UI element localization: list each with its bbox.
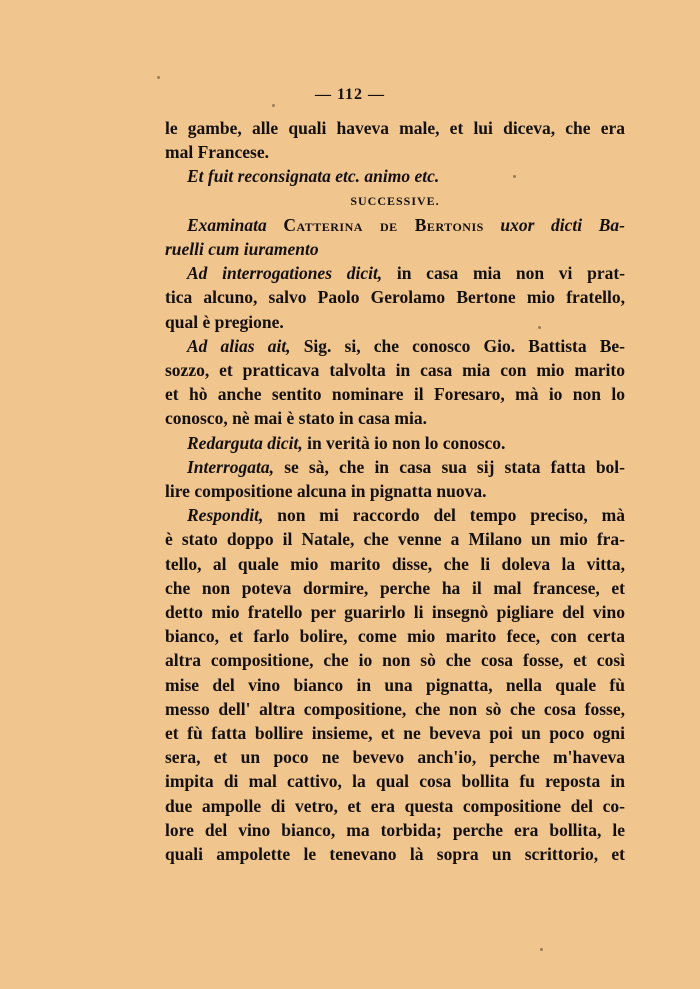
text-line: [165, 769, 625, 793]
text-run: è stato doppo il Natale, che venne a Milano un mio fra-: [165, 529, 625, 550]
text-run: mal Francese.: [165, 142, 269, 163]
text-line: [165, 334, 625, 358]
paper-speck: [513, 175, 516, 178]
text-line: [165, 237, 625, 261]
page-number-header: — 112 —: [314, 86, 386, 103]
text-run: messo dell' altra compositione, che non sò che cosa fosse,: [165, 698, 625, 719]
paper-speck: [157, 76, 160, 79]
text-line: [165, 794, 625, 818]
text-run: SUCCESSIVE.: [350, 193, 440, 208]
text-line: [165, 431, 625, 455]
text-run: se sà, che in casa sua sij stata fatta bol-: [274, 456, 625, 477]
text-run: bianco, et farlo bolire, come mio marito fece, con certa: [165, 626, 625, 647]
text-run: quali ampolette le tenevano là sopra un scrittorio, et: [165, 844, 625, 865]
text-run: mise del vino bianco in una pignatta, nella quale fù: [165, 674, 625, 695]
text-run: conosco, nè mai è stato in casa mia.: [165, 408, 427, 429]
italic-text: Interrogata,: [187, 456, 275, 477]
name-smallcaps: Catterina de Bertonis: [283, 214, 484, 235]
text-line: [165, 552, 625, 576]
text-line: [165, 503, 625, 527]
text-line: [165, 455, 625, 479]
text-line: [165, 697, 625, 721]
text-run: detto mio fratello per guarirlo li insegnò pigliare del vino: [165, 602, 625, 623]
text-line: [165, 624, 625, 648]
text-line: [165, 285, 625, 309]
paper-speck: [272, 104, 275, 107]
text-line: [165, 818, 625, 842]
text-line: [165, 213, 625, 237]
text-line: [165, 382, 625, 406]
text-line: [165, 140, 625, 164]
text-run: impita di mal cattivo, la qual cosa bollita fu reposta in: [165, 771, 625, 792]
text-run: tello, al quale mio marito disse, che li doleva la vitta,: [165, 553, 625, 574]
text-run: altra compositione, che io non sò che cosa fosse, et così: [165, 650, 625, 671]
italic-text: ruelli cum iuramento: [165, 239, 319, 260]
text-line: [165, 358, 625, 382]
section-heading: [165, 189, 625, 213]
text-line: [165, 648, 625, 672]
text-run: et fù fatta bollire insieme, et ne beveva poi un poco ogni: [165, 723, 625, 744]
italic-text: Respondit,: [187, 505, 264, 526]
text-run: lore del vino bianco, ma torbida; perche era bollita, le: [165, 819, 625, 840]
italic-text: Redarguta dicit,: [187, 432, 303, 453]
text-line: [165, 261, 625, 285]
text-run: non mi raccordo del tempo preciso, mà: [263, 505, 625, 526]
text-line: [165, 842, 625, 866]
text-run: sera, et un poco ne bevevo anch'io, perche m'haveva: [165, 747, 625, 768]
text-run: qual è pregione.: [165, 311, 284, 332]
text-line: [165, 673, 625, 697]
text-line: [165, 721, 625, 745]
paper-speck: [540, 948, 543, 951]
text-line: [165, 479, 625, 503]
text-run: due ampolle di vetro, et era questa compositione del co-: [165, 795, 625, 816]
text-run: che non poteva dormire, perche ha il mal francese, et: [165, 577, 625, 598]
text-run: Sig. si, che conosco Gio. Battista Be-: [290, 335, 625, 356]
italic-text: Et fuit reconsignata etc. animo etc.: [187, 166, 440, 187]
text-line: [165, 116, 625, 140]
text-line: [165, 310, 625, 334]
text-run: sozzo, et pratticava talvolta in casa mia con mio marito: [165, 360, 625, 381]
text-run: in casa mia non vi prat-: [382, 263, 625, 284]
text-line: [165, 576, 625, 600]
paper-speck: [538, 326, 541, 329]
text-run: tica alcuno, salvo Paolo Gerolamo Bertone mio fratello,: [165, 287, 625, 308]
text-run: lire compositione alcuna in pignatta nuova.: [165, 481, 487, 502]
text-run: le gambe, alle quali haveva male, et lui diceva, che era: [165, 118, 625, 138]
text-line: [165, 406, 625, 430]
text-run: et hò anche sentito nominare il Foresaro, mà io non lo: [165, 384, 625, 405]
text-line: [165, 164, 625, 188]
text-run: in verità io non lo conosco.: [302, 432, 506, 453]
text-line: [165, 745, 625, 769]
italic-text: Ad alias ait,: [187, 335, 291, 356]
body-text: [165, 116, 625, 866]
text-line: [165, 600, 625, 624]
text-line: [165, 527, 625, 551]
italic-text: uxor dicti Ba-: [483, 214, 625, 235]
italic-text: Examinata: [187, 214, 284, 235]
italic-text: Ad interrogationes dicit,: [187, 263, 383, 284]
